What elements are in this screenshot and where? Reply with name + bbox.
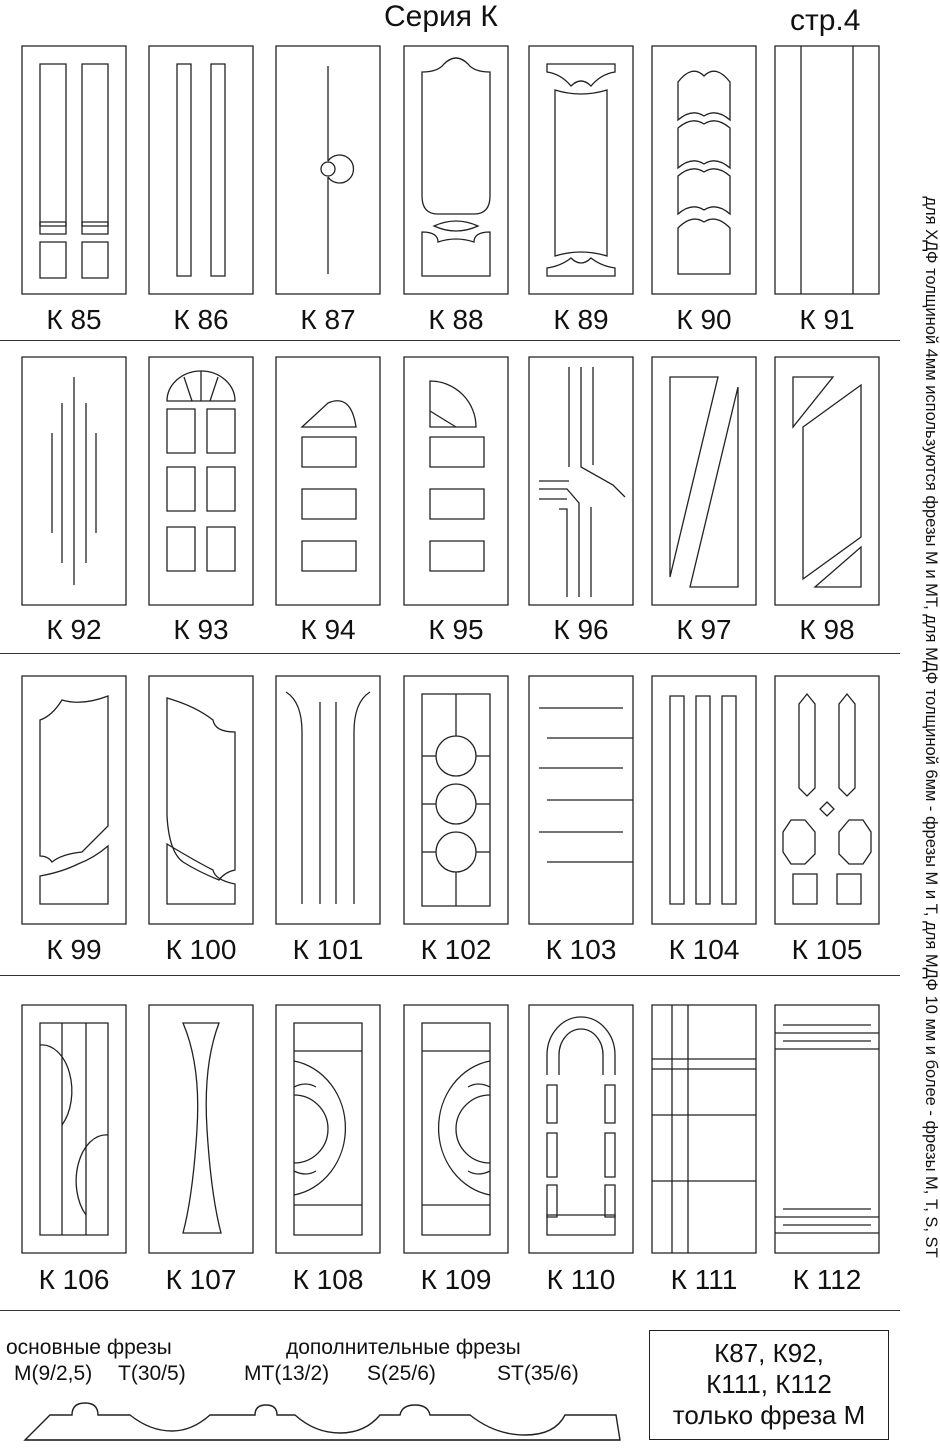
door-drawing-k109 [404,1005,508,1253]
door-drawing-k107 [149,1005,253,1253]
door-drawing-k97 [652,357,756,605]
main-cutters-title: основные фрезы [6,1336,172,1359]
door-drawing-k106 [22,1005,126,1253]
door-model-label: К 103 [545,934,617,965]
door-drawing-k86 [149,46,253,294]
door-drawing-k92 [22,357,126,605]
door-model-label: К 86 [173,304,229,335]
door-model-label: К 108 [292,1264,364,1295]
door-model-label: К 101 [292,934,364,965]
door-model-label: К 105 [791,934,863,965]
door-model-label: К 102 [420,934,492,965]
door-drawing-k112 [775,1005,879,1253]
door-model-label: К 87 [300,304,356,335]
door-drawing-k103 [529,676,633,924]
door-drawing-k89 [529,46,633,294]
door-drawing-k108 [276,1005,380,1253]
note-line-3: только фреза М [672,1400,866,1430]
door-drawing-k93 [149,357,253,605]
door-drawing-k110 [529,1005,633,1253]
door-model-label: К 107 [165,1264,237,1295]
door-model-label: К 93 [173,614,229,645]
cutter-profile-drawing [20,1395,625,1445]
door-drawing-k111 [652,1005,756,1253]
note-line-1: К87, К92, [714,1338,824,1368]
door-drawing-k101 [276,676,380,924]
door-drawing-k90 [652,46,756,294]
door-drawing-k100 [149,676,253,924]
row-separator [0,975,900,976]
row-separator [0,1310,900,1311]
door-model-label: К 85 [46,304,102,335]
door-model-label: К 109 [420,1264,492,1295]
door-drawing-k102 [404,676,508,924]
door-drawing-k88 [404,46,508,294]
door-model-label: К 96 [553,614,609,645]
door-model-label: К 99 [46,934,102,965]
door-model-label: К 104 [668,934,740,965]
door-drawing-k94 [276,357,380,605]
door-model-label: К 92 [46,614,102,645]
door-model-label: К 111 [670,1264,738,1295]
door-model-label: К 98 [799,614,855,645]
door-model-label: К 91 [799,304,855,335]
cutter-m: М(9/2,5) [14,1362,93,1385]
door-model-label: К 110 [546,1264,616,1295]
cutter-t: Т(30/5) [118,1362,186,1385]
door-drawing-k95 [404,357,508,605]
door-drawing-k87 [276,46,380,294]
door-drawing-k99 [22,676,126,924]
cutter-mt: МТ(13/2) [244,1362,330,1385]
door-model-label: К 95 [428,614,484,645]
cutter-st: ST(35/6) [497,1362,579,1385]
door-drawing-k104 [652,676,756,924]
extra-cutters-title: дополнительные фрезы [286,1336,521,1359]
door-model-label: К 112 [792,1264,862,1295]
door-model-label: К 88 [428,304,484,335]
door-model-label: К 100 [165,934,237,965]
door-model-label: К 89 [553,304,609,335]
note-line-2: К111, К112 [706,1369,832,1399]
cutter-s: S(25/6) [367,1362,436,1385]
door-drawing-k85 [22,46,126,294]
row-separator [0,340,900,341]
door-model-label: К 90 [676,304,732,335]
milling-note-box [649,1330,889,1440]
door-drawing-k91 [775,46,879,294]
door-drawing-k105 [775,676,879,924]
door-model-label: К 106 [38,1264,110,1295]
side-note: для ХДФ толщиной 4мм используются фрезы М и МТ, для МДФ толщиной 6мм - фрезы М и Т, для МДФ 10 мм и более - фрезы М, Т, S, ST [922,196,940,1258]
door-model-label: К 94 [300,614,356,645]
page-label: стр.4 [790,4,861,37]
row-separator [0,653,900,654]
series-title: Серия К [384,0,498,33]
door-drawing-k96 [529,357,633,605]
door-model-label: К 97 [676,614,732,645]
door-drawing-k98 [775,357,879,605]
